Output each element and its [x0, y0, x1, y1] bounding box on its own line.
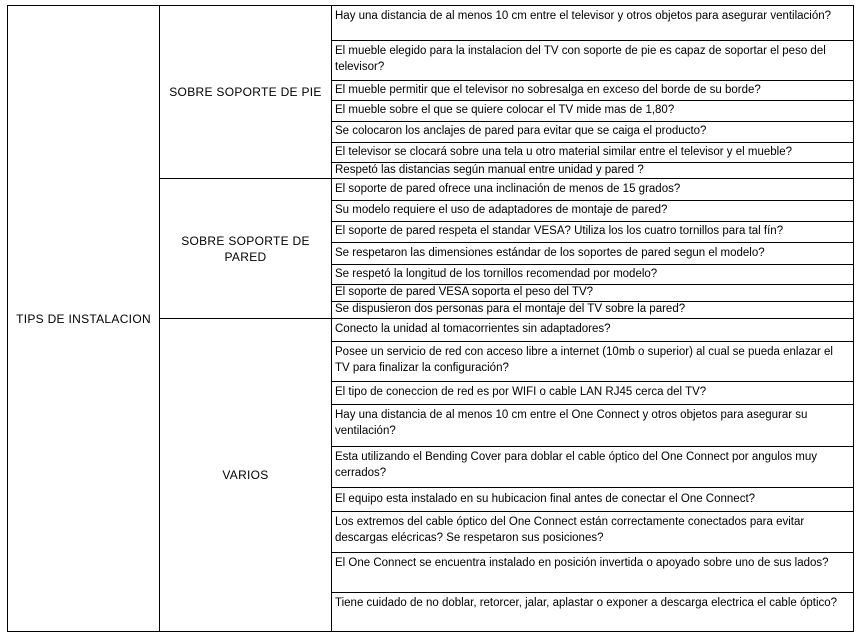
question-row: Se dispusieron dos personas para el montaje del TV sobre la pared?: [332, 302, 853, 319]
main-category-label: TIPS DE INSTALACION: [8, 6, 160, 631]
category-pared-label: SOBRE SOPORTE DE PARED: [160, 179, 332, 319]
question-row: Esta utilizando el Bending Cover para doblar el cable óptico del One Connect por angulos muy cerrados?: [332, 447, 853, 488]
question-row: Se respetó la longitud de los tornillos recomendad por modelo?: [332, 265, 853, 285]
question-row: Hay una distancia de al menos 10 cm entre el One Connect y otros objetos para asegurar su ventilación?: [332, 405, 853, 447]
installation-tips-table: [7, 5, 854, 632]
question-row: El televisor se clocará sobre una tela u otro material similar entre el televisor y el mueble?: [332, 143, 853, 163]
question-row: Se colocaron los anclajes de pared para evitar que se caiga el producto?: [332, 122, 853, 143]
question-row: Conecto la unidad al tomacorrientes sin adaptadores?: [332, 319, 853, 342]
question-row: El soporte de pared VESA soporta el peso del TV?: [332, 285, 853, 302]
question-row: Hay una distancia de al menos 10 cm entre el televisor y otros objetos para asegurar ventilación?: [332, 6, 853, 41]
question-row: El equipo esta instalado en su hubicacion final antes de conectar el One Connect?: [332, 488, 853, 512]
question-row: El One Connect se encuentra instalado en posición invertida o apoyado sobre uno de sus lados?: [332, 553, 853, 593]
question-row: Respetó las distancias según manual entre unidad y pared ?: [332, 163, 853, 179]
question-row: Los extremos del cable óptico del One Connect están correctamente conectados para evitar descargas elécricas? Se respetaron sus posiciones?: [332, 512, 853, 553]
question-row: El soporte de pared respeta el standar VESA? Utiliza los los cuatro tornillos para tal fín?: [332, 222, 853, 243]
category-pie-label: SOBRE SOPORTE DE PIE: [160, 6, 332, 179]
question-row: El soporte de pared ofrece una inclinación de menos de 15 grados?: [332, 179, 853, 201]
category-varios-label: VARIOS: [160, 319, 332, 631]
question-row: Se respetaron las dimensiones estándar de los soportes de pared segun el modelo?: [332, 243, 853, 265]
question-row: Su modelo requiere el uso de adaptadores de montaje de pared?: [332, 201, 853, 222]
question-row: El mueble permitir que el televisor no sobresalga en exceso del borde de su borde?: [332, 81, 853, 101]
question-row: Tiene cuidado de no doblar, retorcer, jalar, aplastar o exponer a descarga electrica el cable óptico?: [335, 597, 838, 609]
question-row: El mueble elegido para la instalacion del TV con soporte de pie es capaz de soportar el peso del televisor?: [332, 41, 853, 81]
question-row: Posee un servicio de red con acceso libre a internet (10mb o superior) al cual se pueda enlazar el TV para finalizar la configuración?: [332, 342, 853, 382]
question-row: El tipo de coneccion de red es por WIFI o cable LAN RJ45 cerca del TV?: [332, 382, 853, 405]
question-row: El mueble sobre el que se quiere colocar el TV mide mas de 1,80?: [332, 101, 853, 122]
